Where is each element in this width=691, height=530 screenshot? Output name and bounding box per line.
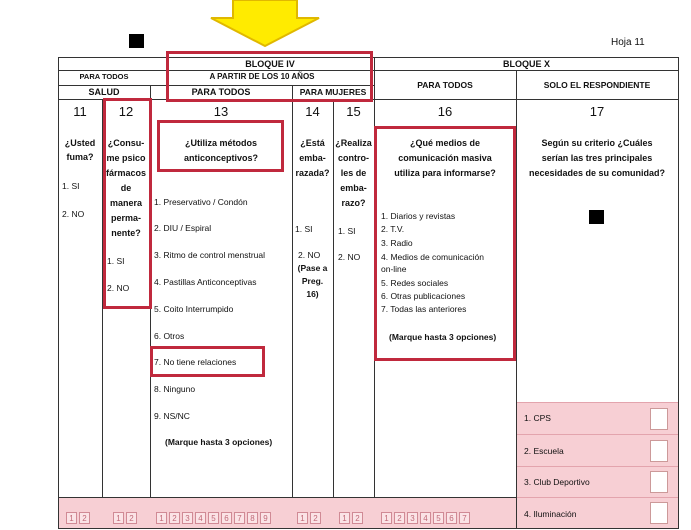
bloque-iv-header: BLOQUE IV — [245, 59, 295, 69]
option[interactable]: 4. Pastillas Anticonceptivas — [154, 277, 257, 287]
question-number: 16 — [437, 104, 453, 119]
skip-instruction: (Pase a Preg. 16) — [297, 263, 328, 299]
question-number: 14 — [305, 104, 320, 119]
option[interactable]: 1. SI — [62, 181, 80, 191]
option[interactable]: 6. Otras publicaciones — [381, 291, 466, 301]
code-box[interactable]: 1 — [381, 512, 392, 524]
code-box[interactable]: 6 — [221, 512, 232, 524]
option[interactable]: 3. Ritmo de control menstrual — [154, 250, 266, 260]
code-box[interactable]: 1 — [297, 512, 308, 524]
code-box[interactable]: 7 — [234, 512, 245, 524]
option[interactable]: 2. NO — [298, 250, 321, 260]
option[interactable]: 5. Redes sociales — [381, 278, 449, 288]
highlight-bloque-iv — [166, 51, 373, 102]
question-number: 15 — [346, 104, 361, 119]
option[interactable]: 3. Radio — [381, 238, 413, 248]
option[interactable]: 6. Otros — [154, 331, 185, 341]
code-box[interactable]: 4 — [195, 512, 206, 524]
option[interactable]: 9. NS/NC — [154, 411, 190, 421]
code-box[interactable]: 1 — [156, 512, 167, 524]
solo-respondente-header: SOLO EL RESPONDIENTE — [543, 80, 651, 90]
code-box[interactable]: 2 — [352, 512, 363, 524]
sheet-number: Hoja 11 — [611, 37, 645, 48]
option: 2. Escuela — [524, 446, 564, 456]
highlight-question-13 — [157, 120, 284, 172]
black-marker — [129, 34, 144, 48]
answer-box[interactable] — [650, 471, 668, 493]
answer-row[interactable] — [517, 497, 678, 528]
code-box[interactable]: 3 — [407, 512, 418, 524]
para-todos-13-header: PARA TODOS — [191, 87, 251, 97]
code-box[interactable]: 3 — [182, 512, 193, 524]
answer-box[interactable] — [650, 440, 668, 462]
question-number: 12 — [118, 104, 134, 119]
highlight-question-12 — [103, 98, 152, 309]
option[interactable]: 1. Diarios y revistas — [381, 211, 456, 221]
para-todos-16-header: PARA TODOS — [417, 80, 473, 90]
salud-header: SALUD — [88, 87, 120, 97]
option[interactable]: 7. No tiene relaciones — [154, 357, 237, 367]
code-box[interactable]: 6 — [446, 512, 457, 524]
highlight-question-16 — [374, 126, 516, 361]
question-17-text: Según su criterio ¿Cuáles serían las tres principales necesidades de su comunidad? — [528, 138, 666, 178]
question-number: 17 — [589, 104, 605, 119]
black-marker — [589, 210, 604, 224]
para-todos-header: PARA TODOS — [79, 72, 129, 81]
question-12-text: ¿Consu- me psico fármacos de manera perma- nente? — [105, 138, 147, 238]
code-box[interactable]: 2 — [126, 512, 137, 524]
code-box[interactable]: 1 — [113, 512, 124, 524]
code-box[interactable]: 7 — [459, 512, 470, 524]
option[interactable]: on-line — [381, 264, 407, 274]
answer-row[interactable] — [517, 434, 678, 466]
option[interactable]: 4. Medios de comunicación — [381, 252, 485, 262]
age-header: A PARTIR DE LOS 10 AÑOS — [209, 72, 315, 81]
codes-16 — [381, 508, 472, 526]
option[interactable]: 2. DIU / Espiral — [154, 223, 212, 233]
answer-row[interactable] — [517, 466, 678, 497]
option: 3. Club Deportivo — [524, 477, 590, 487]
option[interactable]: 2. NO — [62, 209, 85, 219]
code-box[interactable]: 8 — [247, 512, 258, 524]
option: 4. Iluminación — [524, 509, 577, 519]
question-11-text: ¿Usted fuma? — [64, 138, 96, 162]
question-number: 13 — [213, 104, 229, 119]
code-box[interactable]: 1 — [66, 512, 77, 524]
question-13-text: ¿Utiliza métodos anticonceptivos? — [183, 138, 258, 163]
question-15-text: ¿Realiza contro- les de emba- razo? — [335, 138, 372, 208]
option[interactable]: 2. T.V. — [381, 224, 405, 234]
option[interactable]: 1. SI — [338, 226, 356, 236]
codes-13 — [156, 508, 273, 526]
code-box[interactable]: 2 — [79, 512, 90, 524]
instruction-note: (Marque hasta 3 opciones) — [165, 437, 273, 447]
code-box[interactable]: 5 — [433, 512, 444, 524]
codes-15 — [339, 508, 365, 526]
option[interactable]: 8. Ninguno — [154, 384, 196, 394]
code-box[interactable]: 2 — [169, 512, 180, 524]
instruction-note: (Marque hasta 3 opciones) — [389, 332, 497, 342]
code-box[interactable]: 9 — [260, 512, 271, 524]
code-box[interactable]: 2 — [310, 512, 321, 524]
down-arrow-icon — [205, 0, 325, 48]
option: 1. CPS — [524, 413, 551, 423]
option[interactable]: 1. SI — [107, 256, 125, 266]
code-box[interactable]: 1 — [339, 512, 350, 524]
option[interactable]: 1. SI — [295, 224, 313, 234]
codes-14 — [297, 508, 323, 526]
para-mujeres-header: PARA MUJERES — [299, 87, 367, 97]
answer-box[interactable] — [650, 408, 668, 430]
option[interactable]: 7. Todas las anteriores — [381, 304, 467, 314]
option[interactable]: 2. NO — [107, 283, 130, 293]
bloque-x-header: BLOQUE X — [502, 59, 550, 69]
question-16-text: ¿Qué medios de comunicación masiva utiliza para informarse? — [394, 138, 496, 178]
code-box[interactable]: 2 — [394, 512, 405, 524]
question-14-text: ¿Está emba- razada? — [295, 138, 330, 178]
codes-11 — [66, 508, 92, 526]
code-box[interactable]: 4 — [420, 512, 431, 524]
option[interactable]: 2. NO — [338, 252, 361, 262]
option[interactable]: 5. Coito Interrumpido — [154, 304, 234, 314]
answer-row[interactable] — [517, 402, 678, 434]
highlight-option-7 — [150, 346, 265, 377]
option[interactable]: 1. Preservativo / Condón — [154, 197, 248, 207]
codes-12 — [113, 508, 139, 526]
question-number: 11 — [73, 104, 87, 119]
answer-box[interactable] — [650, 502, 668, 524]
code-box[interactable]: 5 — [208, 512, 219, 524]
